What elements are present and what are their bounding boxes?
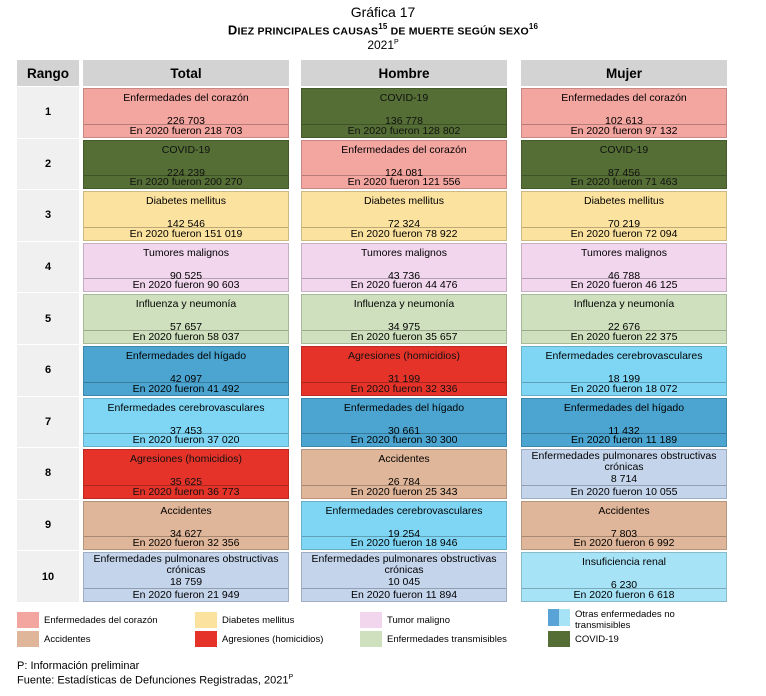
rank-cell: 2: [17, 139, 79, 191]
male-cause-cell: [301, 346, 507, 396]
cause-name: Tumores malignos: [581, 246, 667, 259]
year-preliminary-mark: P: [394, 39, 399, 46]
male-cause-cell: [301, 243, 507, 293]
cause-name: Diabetes mellitus: [584, 195, 664, 208]
cause-name: Enfermedades del corazón: [561, 92, 687, 104]
title-footnote-ref-2: 16: [528, 22, 539, 31]
cause-name: Enfermedades pulmonares obstructivas crónicas: [311, 553, 497, 577]
rank-cell: 9: [17, 500, 79, 552]
deaths-value: 57 657: [169, 321, 203, 334]
cause-name: Influenza y neumonía: [135, 298, 237, 311]
legend-swatch: [360, 612, 382, 628]
rank-cell: 3: [17, 190, 79, 242]
rank-cell: 10: [17, 551, 79, 603]
previous-year-value: En 2020 fueron 41 492: [84, 382, 288, 395]
cause-name: COVID-19: [599, 143, 649, 156]
total-cause-cell: [83, 191, 289, 241]
title-initial: D: [227, 22, 238, 38]
cause-name: Enfermedades del hígado: [563, 401, 685, 414]
total-cause-cell: [83, 449, 289, 499]
title-footnote-ref-1: 15: [378, 22, 388, 31]
cause-name: Tumores malignos: [361, 246, 447, 259]
cause-name: Enfermedades del corazón: [341, 143, 467, 156]
total-cause-cell: [83, 501, 289, 551]
male-column-header: Hombre: [301, 60, 507, 86]
chart-title: [0, 22, 766, 37]
deaths-value: 46 788: [607, 269, 641, 282]
cause-name: Influenza y neumonía: [353, 298, 455, 311]
previous-year-value: En 2020 fueron 37 020: [84, 433, 288, 446]
chart-year: [0, 38, 766, 52]
legend-swatch: [195, 612, 217, 628]
deaths-value: 31 199: [387, 373, 421, 385]
legend-label: Enfermedades del corazón: [44, 615, 158, 626]
title-part-a: IEZ PRINCIPALES CAUSAS: [237, 25, 379, 38]
legend-swatch: [195, 631, 217, 647]
deaths-value: 18 759: [169, 576, 203, 589]
cause-name: Accidentes: [160, 504, 212, 517]
deaths-value: 22 676: [607, 321, 641, 334]
female-cause-cell: [521, 552, 727, 602]
previous-year-value: En 2020 fueron 151 019: [84, 227, 288, 240]
previous-year-value: En 2020 fueron 72 094: [522, 227, 726, 240]
deaths-value: 142 546: [167, 218, 205, 231]
deaths-value: 34 975: [387, 321, 421, 334]
cause-name: COVID-19: [161, 143, 211, 156]
previous-year-value: En 2020 fueron 6 618: [522, 588, 726, 601]
year-value: 2021: [367, 38, 395, 52]
cause-name: Agresiones (homicidios): [129, 453, 243, 466]
legend-label: Accidentes: [44, 634, 91, 645]
rank-cell: 8: [17, 448, 79, 500]
previous-year-value: En 2020 fueron 22 375: [522, 330, 726, 343]
previous-year-value: En 2020 fueron 97 132: [522, 124, 726, 137]
deaths-value: 43 736: [387, 269, 421, 282]
legend-label: Enfermedades transmisibles: [387, 634, 507, 645]
previous-year-value: En 2020 fueron 32 336: [302, 382, 506, 395]
previous-year-value: En 2020 fueron 25 343: [302, 485, 506, 498]
cause-name: Insuficiencia renal: [581, 556, 667, 569]
rank-cell: 1: [17, 87, 79, 139]
deaths-value: 70 219: [607, 218, 641, 231]
previous-year-value: En 2020 fueron 32 356: [84, 536, 288, 549]
rank-cell: 6: [17, 345, 79, 397]
previous-year-value: En 2020 fueron 6 992: [522, 536, 726, 549]
deaths-value: 42 097: [169, 373, 203, 385]
deaths-value: 35 625: [169, 476, 203, 489]
deaths-value: 7 803: [610, 527, 638, 540]
cause-name: Diabetes mellitus: [364, 195, 444, 208]
legend-swatch: [548, 631, 570, 647]
female-cause-cell: [521, 294, 727, 344]
previous-year-value: En 2020 fueron 58 037: [84, 330, 288, 343]
deaths-value: 10 045: [387, 576, 421, 589]
previous-year-value: En 2020 fueron 11 894: [302, 588, 506, 601]
total-cause-cell: [83, 88, 289, 138]
previous-year-value: En 2020 fueron 35 657: [302, 330, 506, 343]
previous-year-value: En 2020 fueron 18 072: [522, 382, 726, 395]
male-cause-cell: [301, 398, 507, 448]
legend-label: Otras enfermedades no transmisibles: [575, 609, 675, 631]
cause-name: Enfermedades pulmonares obstructivas crónicas: [531, 450, 717, 474]
deaths-value: 124 081: [385, 166, 423, 179]
title-part-b: DE MUERTE SEGÚN SEXO: [387, 25, 529, 38]
cause-name: Tumores malignos: [143, 246, 229, 259]
cause-name: Accidentes: [378, 453, 430, 466]
previous-year-value: En 2020 fueron 121 556: [302, 175, 506, 188]
female-cause-cell: [521, 88, 727, 138]
previous-year-value: En 2020 fueron 18 946: [302, 536, 506, 549]
legend-swatch: [17, 631, 39, 647]
cause-name: Agresiones (homicidios): [347, 350, 461, 362]
deaths-value: 18 199: [607, 373, 641, 385]
female-cause-cell: [521, 449, 727, 499]
male-cause-cell: [301, 552, 507, 602]
female-column-header: Mujer: [521, 60, 727, 86]
rank-column-header: Rango: [17, 60, 79, 86]
previous-year-value: En 2020 fueron 128 802: [302, 124, 506, 137]
total-cause-cell: [83, 140, 289, 190]
total-cause-cell: [83, 294, 289, 344]
previous-year-value: En 2020 fueron 46 125: [522, 278, 726, 291]
rank-cell: 7: [17, 397, 79, 449]
source-preliminary-mark: P: [288, 674, 294, 681]
cause-name: Accidentes: [598, 504, 650, 517]
deaths-value: 224 239: [167, 166, 205, 179]
cause-name: Enfermedades cerebrovasculares: [325, 504, 483, 517]
female-cause-cell: [521, 501, 727, 551]
cause-name: Enfermedades pulmonares obstructivas crónicas: [93, 553, 279, 577]
previous-year-value: En 2020 fueron 30 300: [302, 433, 506, 446]
deaths-value: 6 230: [610, 579, 638, 592]
male-cause-cell: [301, 191, 507, 241]
previous-year-value: En 2020 fueron 78 922: [302, 227, 506, 240]
female-cause-cell: [521, 243, 727, 293]
deaths-value: 102 613: [605, 115, 643, 127]
source-text: Fuente: Estadísticas de Defunciones Registradas, 2021: [17, 674, 289, 687]
cause-name: Diabetes mellitus: [146, 195, 226, 208]
male-cause-cell: [301, 449, 507, 499]
previous-year-value: En 2020 fueron 90 603: [84, 278, 288, 291]
total-cause-cell: [83, 552, 289, 602]
male-cause-cell: [301, 294, 507, 344]
cause-name: Enfermedades del corazón: [123, 92, 249, 104]
chart-number: Gráfica 17: [350, 4, 416, 20]
total-cause-cell: [83, 346, 289, 396]
legend-swatch: [17, 612, 39, 628]
legend-swatch: [360, 631, 382, 647]
male-cause-cell: [301, 140, 507, 190]
deaths-value: 136 778: [385, 115, 423, 127]
previous-year-value: En 2020 fueron 44 476: [302, 278, 506, 291]
deaths-value: 226 703: [167, 115, 205, 127]
deaths-value: 30 661: [387, 424, 421, 437]
previous-year-value: En 2020 fueron 11 189: [522, 433, 726, 446]
total-cause-cell: [83, 243, 289, 293]
cause-name: Enfermedades cerebrovasculares: [107, 401, 265, 414]
female-cause-cell: [521, 398, 727, 448]
cause-name: Enfermedades del hígado: [125, 350, 247, 362]
legend-label: Tumor maligno: [387, 615, 451, 626]
deaths-value: 72 324: [387, 218, 421, 231]
previous-year-value: En 2020 fueron 218 703: [84, 124, 288, 137]
female-cause-cell: [521, 191, 727, 241]
female-cause-cell: [521, 140, 727, 190]
deaths-value: 90 525: [169, 269, 203, 282]
deaths-value: 87 456: [607, 166, 641, 179]
rank-cell: 4: [17, 242, 79, 294]
preliminary-note: P: Información preliminar: [17, 660, 140, 672]
legend-label: COVID-19: [575, 634, 619, 645]
previous-year-value: En 2020 fueron 36 773: [84, 485, 288, 498]
legend-label: Agresiones (homicidios): [222, 634, 324, 645]
total-column-header: Total: [83, 60, 289, 86]
legend-swatch: [548, 609, 570, 626]
male-cause-cell: [301, 88, 507, 138]
deaths-value: 11 432: [608, 424, 640, 437]
previous-year-value: En 2020 fueron 10 055: [522, 485, 726, 498]
female-cause-cell: [521, 346, 727, 396]
deaths-value: 8 714: [610, 473, 638, 486]
cause-name: COVID-19: [379, 92, 429, 104]
male-cause-cell: [301, 501, 507, 551]
source-note: [17, 674, 293, 687]
total-cause-cell: [83, 398, 289, 448]
deaths-value: 26 784: [387, 476, 421, 489]
cause-name: Enfermedades del hígado: [343, 401, 465, 414]
legend-label: Diabetes mellitus: [222, 615, 295, 626]
cause-name: Influenza y neumonía: [573, 298, 675, 311]
deaths-value: 19 254: [387, 527, 421, 540]
deaths-value: 34 627: [169, 527, 203, 540]
rank-cell: 5: [17, 293, 79, 345]
deaths-value: 37 453: [169, 424, 203, 437]
previous-year-value: En 2020 fueron 200 270: [84, 175, 288, 188]
cause-name: Enfermedades cerebrovasculares: [545, 350, 703, 362]
previous-year-value: En 2020 fueron 71 463: [522, 175, 726, 188]
previous-year-value: En 2020 fueron 21 949: [84, 588, 288, 601]
